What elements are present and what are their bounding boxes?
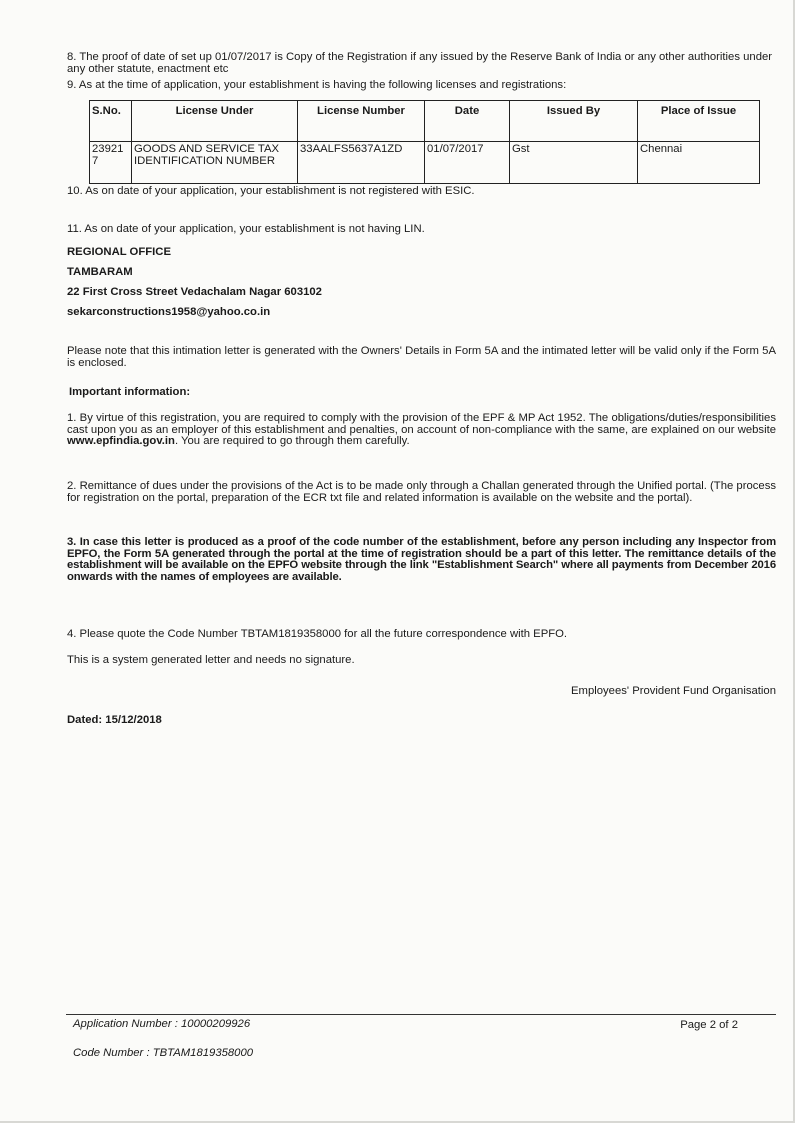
epf-website-link[interactable]: www.epfindia.gov.in (67, 435, 175, 448)
form-5a-note: Please note that this intimation letter is generated with the Owners' Details in Form 5A and the intimated letter will be valid only if the Form 5A is enclosed. (67, 345, 776, 369)
item-10: 10. As on date of your application, your establishment is not registered with ESIC. (67, 185, 475, 197)
footer-page-number: Page 2 of 2 (680, 1019, 738, 1031)
dated: Dated: 15/12/2018 (67, 714, 162, 726)
important-point-1 (67, 413, 776, 448)
regional-office-label: REGIONAL OFFICE (67, 246, 171, 258)
table-row (90, 142, 760, 184)
cell-date: 01/07/2017 (425, 142, 510, 184)
item-9: 9. As at the time of application, your establishment is having the following licenses and registrations: (67, 79, 567, 91)
office-address: 22 First Cross Street Vedachalam Nagar 603102 (67, 286, 322, 298)
point-1-text: 1. By virtue of this registration, you are required to comply with the provision of the EPF & MP Act 1952. The obligations/duties/responsibilities cast upon you as an employer of this establishment and penalties, on account of non-compliance with the same, are explained on our website (67, 412, 776, 436)
cell-license-under: GOODS AND SERVICE TAX IDENTIFICATION NUMBER (132, 142, 298, 184)
header-place-of-issue: Place of Issue (638, 101, 760, 142)
footer-application-number: Application Number : 10000209926 (73, 1018, 251, 1030)
header-date: Date (425, 101, 510, 142)
item-11: 11. As on date of your application, your establishment is not having LIN. (67, 223, 425, 235)
item-8: 8. The proof of date of set up 01/07/2017 is Copy of the Registration if any issued by the Reserve Bank of India or any other authorities under any other statute, enactment etc (67, 51, 773, 75)
cell-place-of-issue: Chennai (638, 142, 760, 184)
important-point-4: 4. Please quote the Code Number TBTAM1819358000 for all the future correspondence with EPFO. (67, 628, 568, 640)
footer-divider (66, 1014, 776, 1015)
footer-code-number: Code Number : TBTAM1819358000 (73, 1047, 254, 1059)
office-city: TAMBARAM (67, 266, 133, 278)
important-heading: Important information: (69, 386, 191, 398)
header-license-number: License Number (298, 101, 425, 142)
table-header-row (90, 101, 760, 142)
cell-issued-by: Gst (510, 142, 638, 184)
header-sno: S.No. (90, 101, 132, 142)
header-license-under: License Under (132, 101, 298, 142)
point-1-tail: . You are required to go through them carefully. (174, 435, 410, 448)
organisation-name: Employees' Provident Fund Organisation (571, 685, 776, 697)
cell-sno: 23921 7 (90, 142, 132, 184)
important-point-2: 2. Remittance of dues under the provisions of the Act is to be made only through a Challan generated through the Unified portal. (The process for registration on the portal, preparation of the ECR txt file and related information is available on the website and the portal). (67, 480, 776, 504)
system-generated-note: This is a system generated letter and needs no signature. (67, 654, 355, 666)
license-table (89, 100, 760, 184)
header-issued-by: Issued By (510, 101, 638, 142)
important-point-3: 3. In case this letter is produced as a proof of the code number of the establishment, before any person including any Inspector from EPFO, the Form 5A generated through the portal at the time of registration should be a part of this letter. The remittance details of the establishment will be available on the EPFO website through the link "Establishment Search" where all payments from December 2016 onwards with the names of employees are available. (67, 536, 776, 583)
office-email: sekarconstructions1958@yahoo.co.in (67, 306, 271, 318)
cell-license-number: 33AALFS5637A1ZD (298, 142, 425, 184)
